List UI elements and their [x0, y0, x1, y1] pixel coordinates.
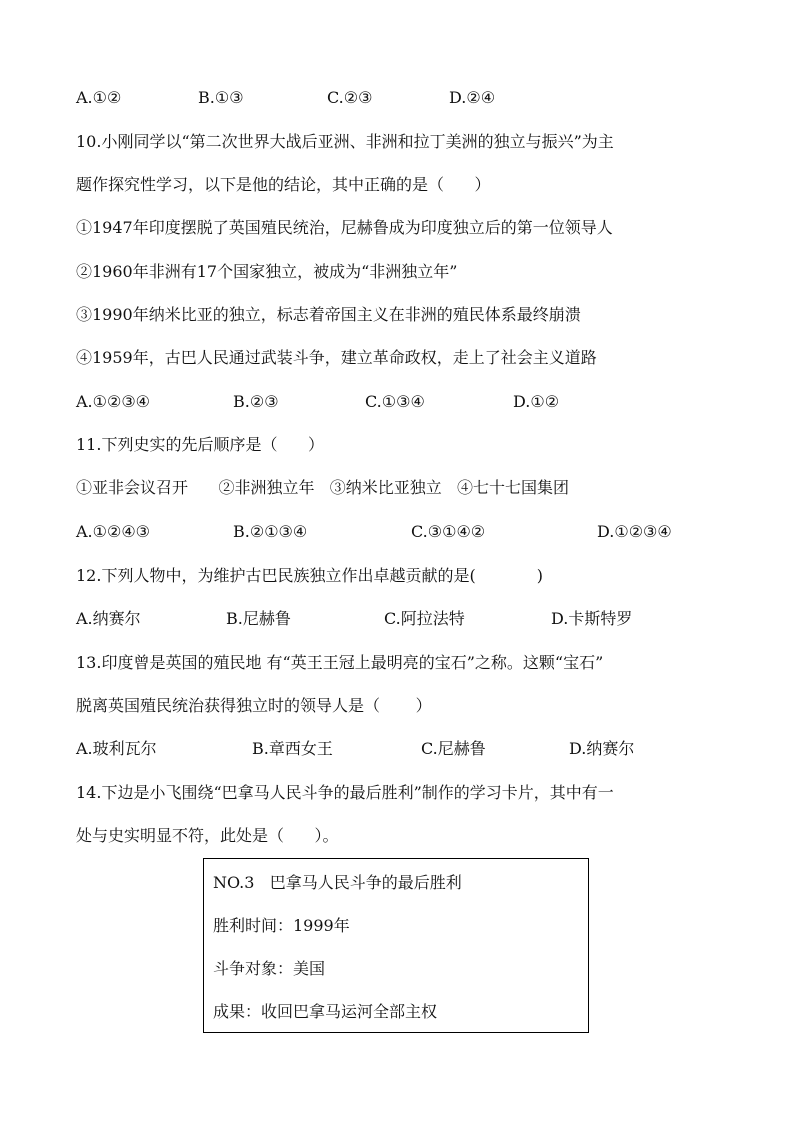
q12-option-d: D.卡斯特罗: [551, 609, 633, 628]
q12-option-c: C.阿拉法特: [384, 609, 465, 628]
q14-stem-line2: 处与史实明显不符，此处是（ ）。: [76, 826, 339, 845]
study-card: [203, 858, 589, 1033]
q12-option-b: B.尼赫鲁: [226, 609, 291, 628]
q11-items: ①亚非会议召开 ②非洲独立年 ③纳米比亚独立 ④七十七国集团: [76, 478, 570, 497]
q10-statement-2: ②1960年非洲有17个国家独立，被成为“非洲独立年”: [76, 262, 458, 281]
card-result: 成果：收回巴拿马运河全部主权: [213, 1002, 438, 1021]
q9-option-b: B.①③: [198, 88, 244, 107]
q13-option-d: D.纳赛尔: [569, 739, 635, 758]
q10-stem-line1: 10.小刚同学以“第二次世界大战后亚洲、非洲和拉丁美洲的独立与振兴”为主: [76, 132, 614, 151]
card-struggle-target: 斗争对象：美国: [213, 959, 326, 978]
q11-option-a: A.①②④③: [76, 522, 151, 541]
card-title: NO.3 巴拿马人民斗争的最后胜利: [213, 873, 462, 892]
q13-stem-line2: 脱离英国殖民统治获得独立时的领导人是（ ）: [76, 696, 432, 715]
q14-stem-line1: 14.下边是小飞围绕“巴拿马人民斗争的最后胜利”制作的学习卡片，其中有一: [76, 783, 614, 802]
q10-statement-4: ④1959年，古巴人民通过武装斗争，建立革命政权，走上了社会主义道路: [76, 348, 597, 367]
q13-stem-line1: 13.印度曾是英国的殖民地 有“英王王冠上最明亮的宝石”之称。这颗“宝石”: [76, 653, 604, 672]
q13-option-c: C.尼赫鲁: [421, 739, 486, 758]
q11-stem: 11.下列史实的先后顺序是（ ）: [76, 435, 324, 454]
q11-option-d: D.①②③④: [597, 522, 672, 541]
q10-statement-1: ①1947年印度摆脱了英国殖民统治，尼赫鲁成为印度独立后的第一位领导人: [76, 218, 613, 237]
q10-option-d: D.①②: [513, 392, 560, 411]
q10-stem-line2: 题作探究性学习，以下是他的结论，其中正确的是（ ）: [76, 175, 491, 194]
q9-option-a: A.①②: [76, 88, 122, 107]
q9-option-c: C.②③: [327, 88, 373, 107]
q13-option-b: B.章西女王: [252, 739, 333, 758]
q10-statement-3: ③1990年纳米比亚的独立，标志着帝国主义在非洲的殖民体系最终崩溃: [76, 305, 581, 324]
q11-option-b: B.②①③④: [233, 522, 308, 541]
q10-option-b: B.②③: [233, 392, 279, 411]
q11-option-c: C.③①④②: [411, 522, 486, 541]
q12-stem: 12.下列人物中，为维护古巴民族独立作出卓越贡献的是( ): [76, 566, 543, 585]
q10-option-a: A.①②③④: [76, 392, 151, 411]
card-victory-time: 胜利时间：1999年: [213, 916, 350, 935]
q12-option-a: A.纳赛尔: [76, 609, 141, 628]
q9-option-d: D.②④: [449, 88, 496, 107]
q10-option-c: C.①③④: [365, 392, 425, 411]
q13-option-a: A.玻利瓦尔: [76, 739, 157, 758]
